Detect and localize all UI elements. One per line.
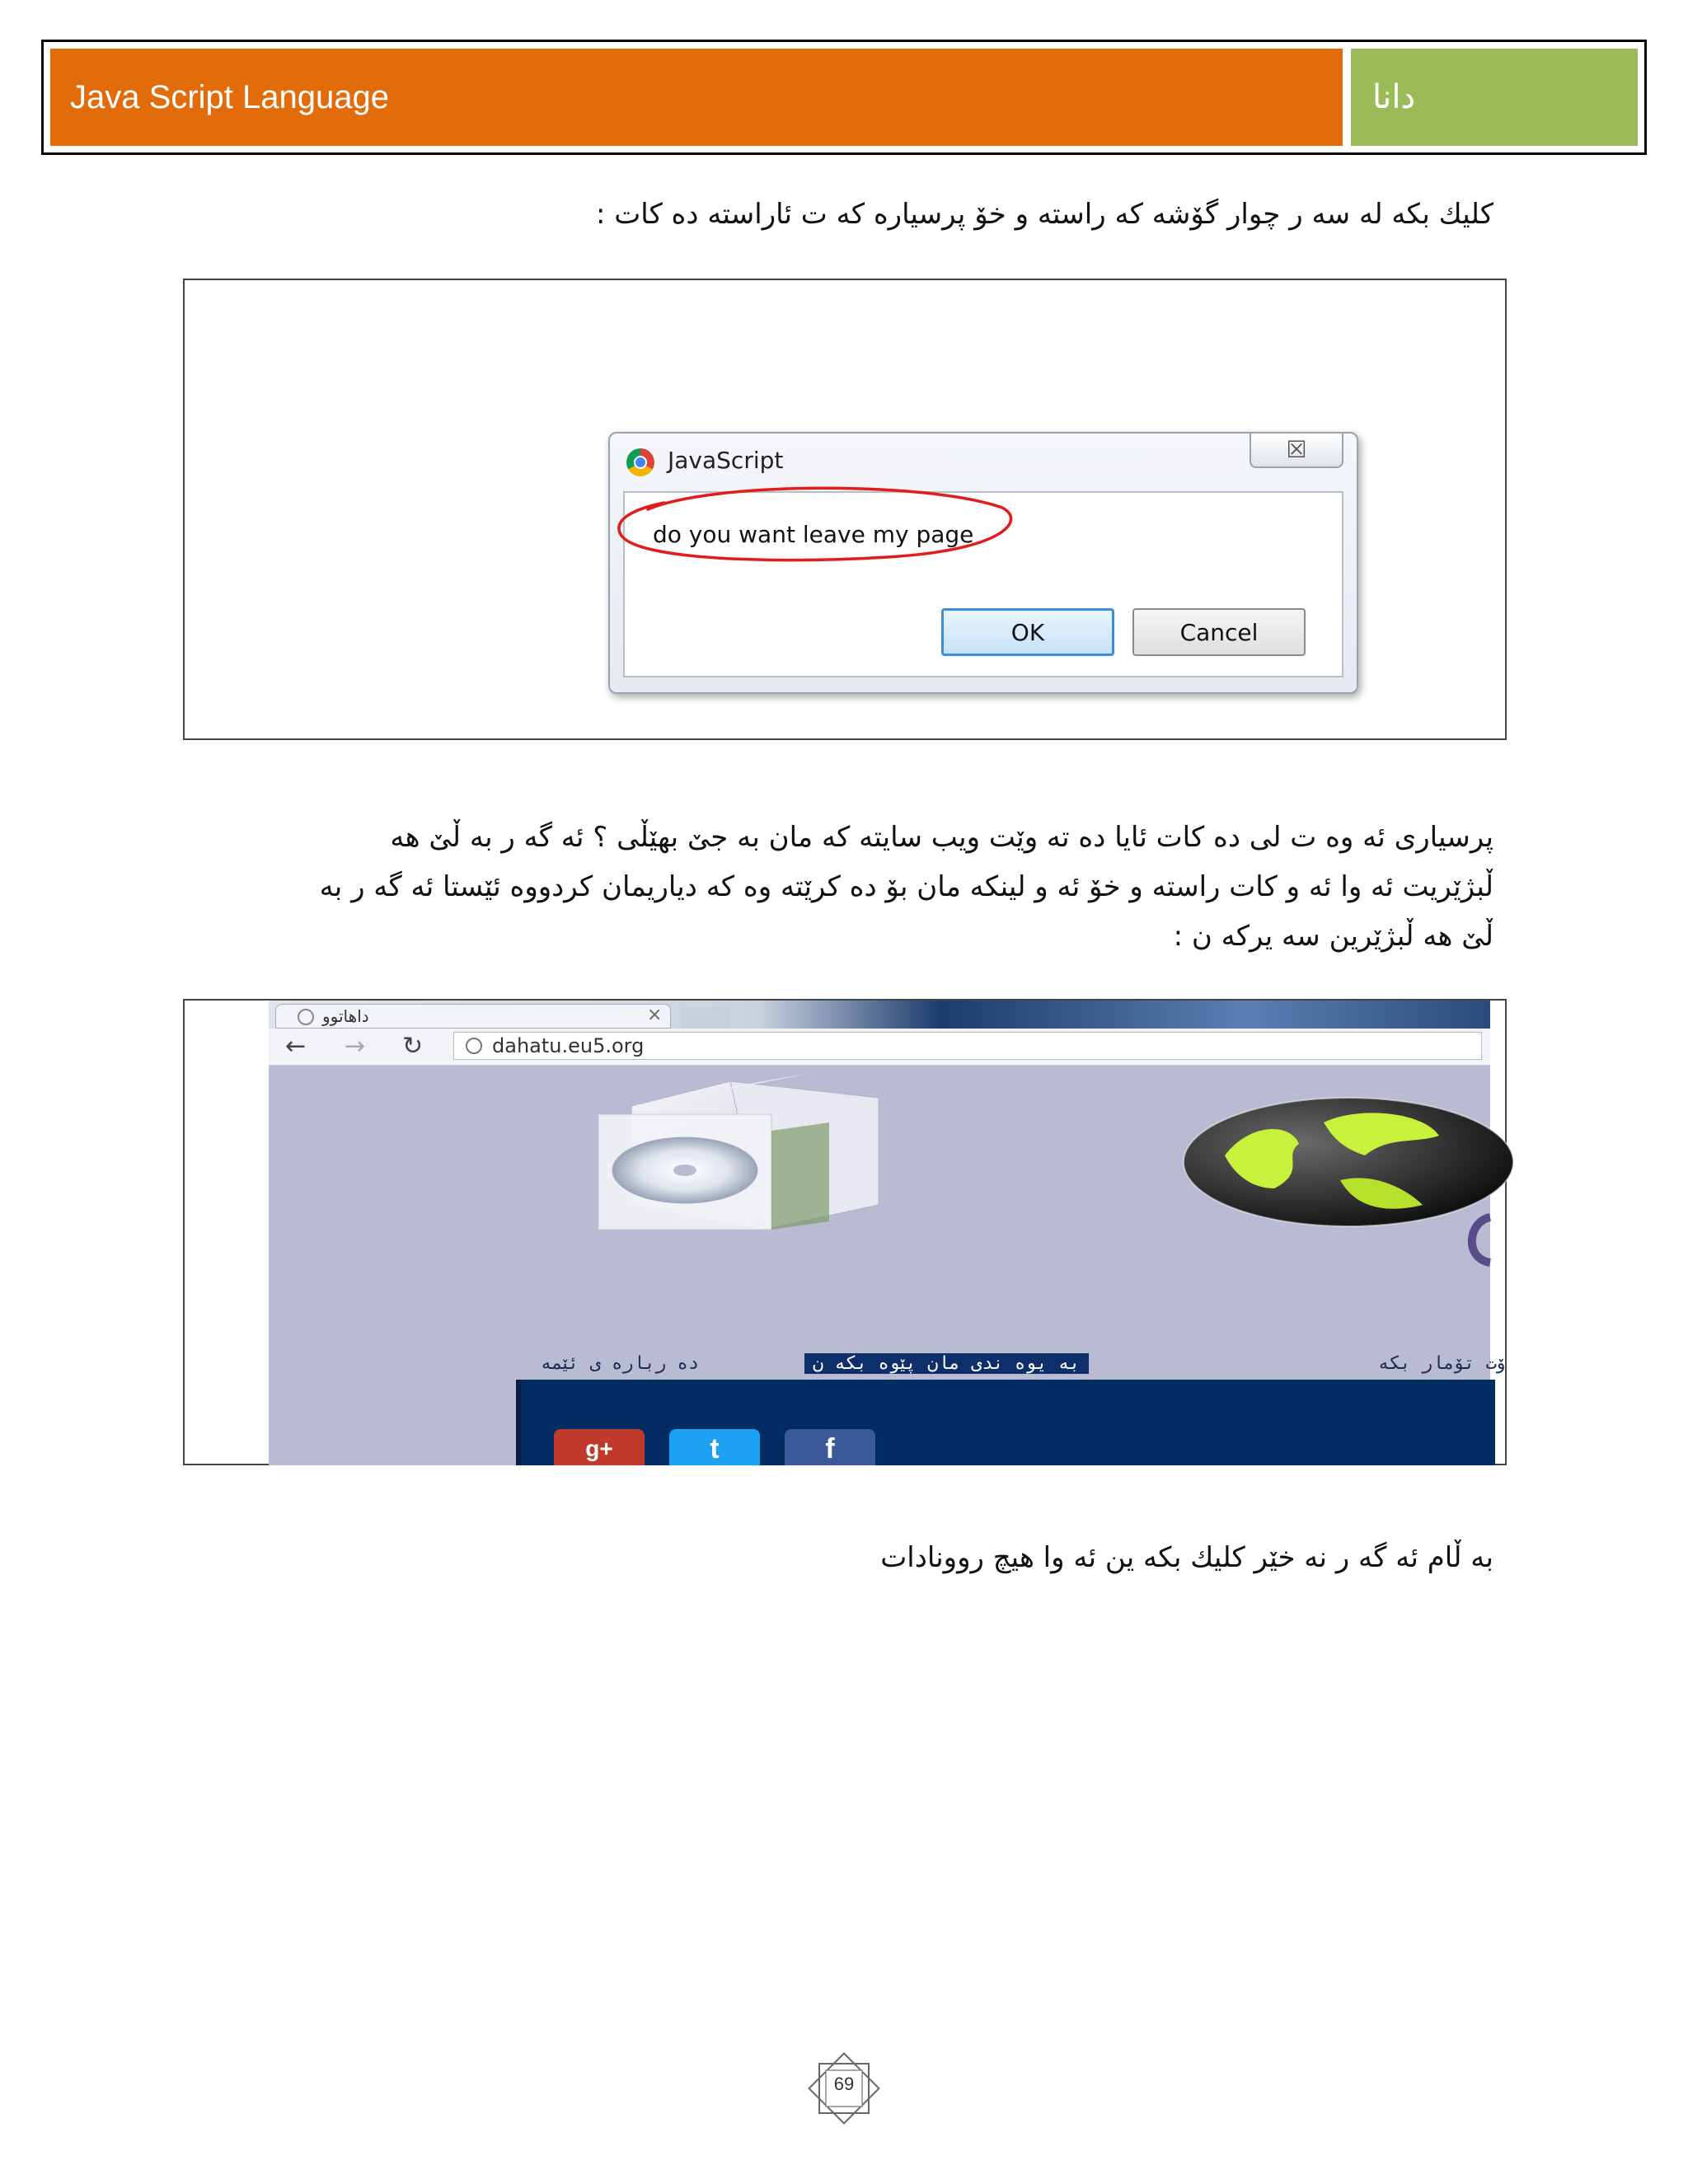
page-number: 69 <box>833 2074 855 2094</box>
address-bar[interactable] <box>453 1032 1482 1060</box>
menu-item-about[interactable]: ده رباره ی ئێمه <box>541 1353 700 1374</box>
site-globe-icon <box>466 1038 482 1054</box>
browser-window <box>269 1001 1506 1465</box>
ok-button[interactable]: OK <box>941 608 1114 656</box>
intro-paragraph: كليك بكه له سه ر چوار گۆشه كه راسته و خۆ پرسیاره كه ت ئاراسته ده كات : <box>595 198 1493 231</box>
browser-tab[interactable] <box>275 1004 671 1029</box>
tab-title: داهاتوو <box>322 1006 369 1026</box>
explanation-line-2: ڵبژێریت ئه وا ئه و كات راسته و خۆ ئه و لینكه مان بۆ ده كرێته وه كه دیاریمان كردووه ئێستا ئه گه ر به <box>319 870 1493 903</box>
header-title-left: Java Script Language <box>50 49 1343 146</box>
new-tab-button[interactable] <box>681 1007 730 1029</box>
page-header <box>41 40 1647 155</box>
facebook-icon[interactable]: f <box>785 1429 875 1465</box>
globe-icon <box>298 1009 314 1025</box>
reload-icon[interactable]: ↻ <box>402 1032 424 1061</box>
chrome-icon <box>626 448 654 476</box>
forward-arrow-icon[interactable]: → <box>345 1032 366 1061</box>
dialog-close-button[interactable]: ☒ <box>1250 432 1343 468</box>
google-plus-icon[interactable]: g+ <box>554 1429 645 1465</box>
tab-close-icon[interactable]: × <box>647 1005 663 1025</box>
dialog-body <box>623 491 1343 677</box>
menu-item-register[interactable]: ۆت تۆمار بکه <box>1378 1353 1506 1374</box>
site-footer-band <box>516 1380 1495 1465</box>
page-number-ornament <box>804 2049 884 2128</box>
browser-figure <box>183 999 1507 1465</box>
address-url: dahatu.eu5.org <box>492 1034 645 1057</box>
tab-strip <box>269 1001 1490 1029</box>
site-menu-bar <box>269 1352 1506 1380</box>
menu-item-contact[interactable]: به یوه ندی مان پێوه بکه ن <box>804 1353 1089 1374</box>
explanation-paragraph <box>92 813 1493 961</box>
cancel-button[interactable]: Cancel <box>1132 608 1306 656</box>
explanation-line-3: ڵێ هه ڵبژێرین سه یركه ن : <box>1173 920 1493 953</box>
outro-paragraph: به ڵام ئه گه ر نه خێر كلیك بكه ین ئه وا هیچ روونادات <box>880 1541 1493 1574</box>
dialog-title: JavaScript <box>668 447 784 474</box>
confirm-dialog-figure <box>183 279 1507 740</box>
browser-toolbar <box>269 1029 1490 1066</box>
site-banner-art <box>269 1065 1490 1352</box>
confirm-dialog <box>608 432 1358 694</box>
header-title-right: دانا <box>1351 49 1638 146</box>
explanation-line-1: پرسیاری ئه وه ت لی ده كات ئایا ده ته وێت ویب سایته كه مان به جێ بهێڵی ؟ ئه گه ر به ڵێ هه <box>390 821 1493 854</box>
twitter-icon[interactable]: t <box>669 1429 760 1465</box>
dialog-message: do you want leave my page <box>653 521 974 548</box>
back-arrow-icon[interactable]: ← <box>285 1032 307 1061</box>
